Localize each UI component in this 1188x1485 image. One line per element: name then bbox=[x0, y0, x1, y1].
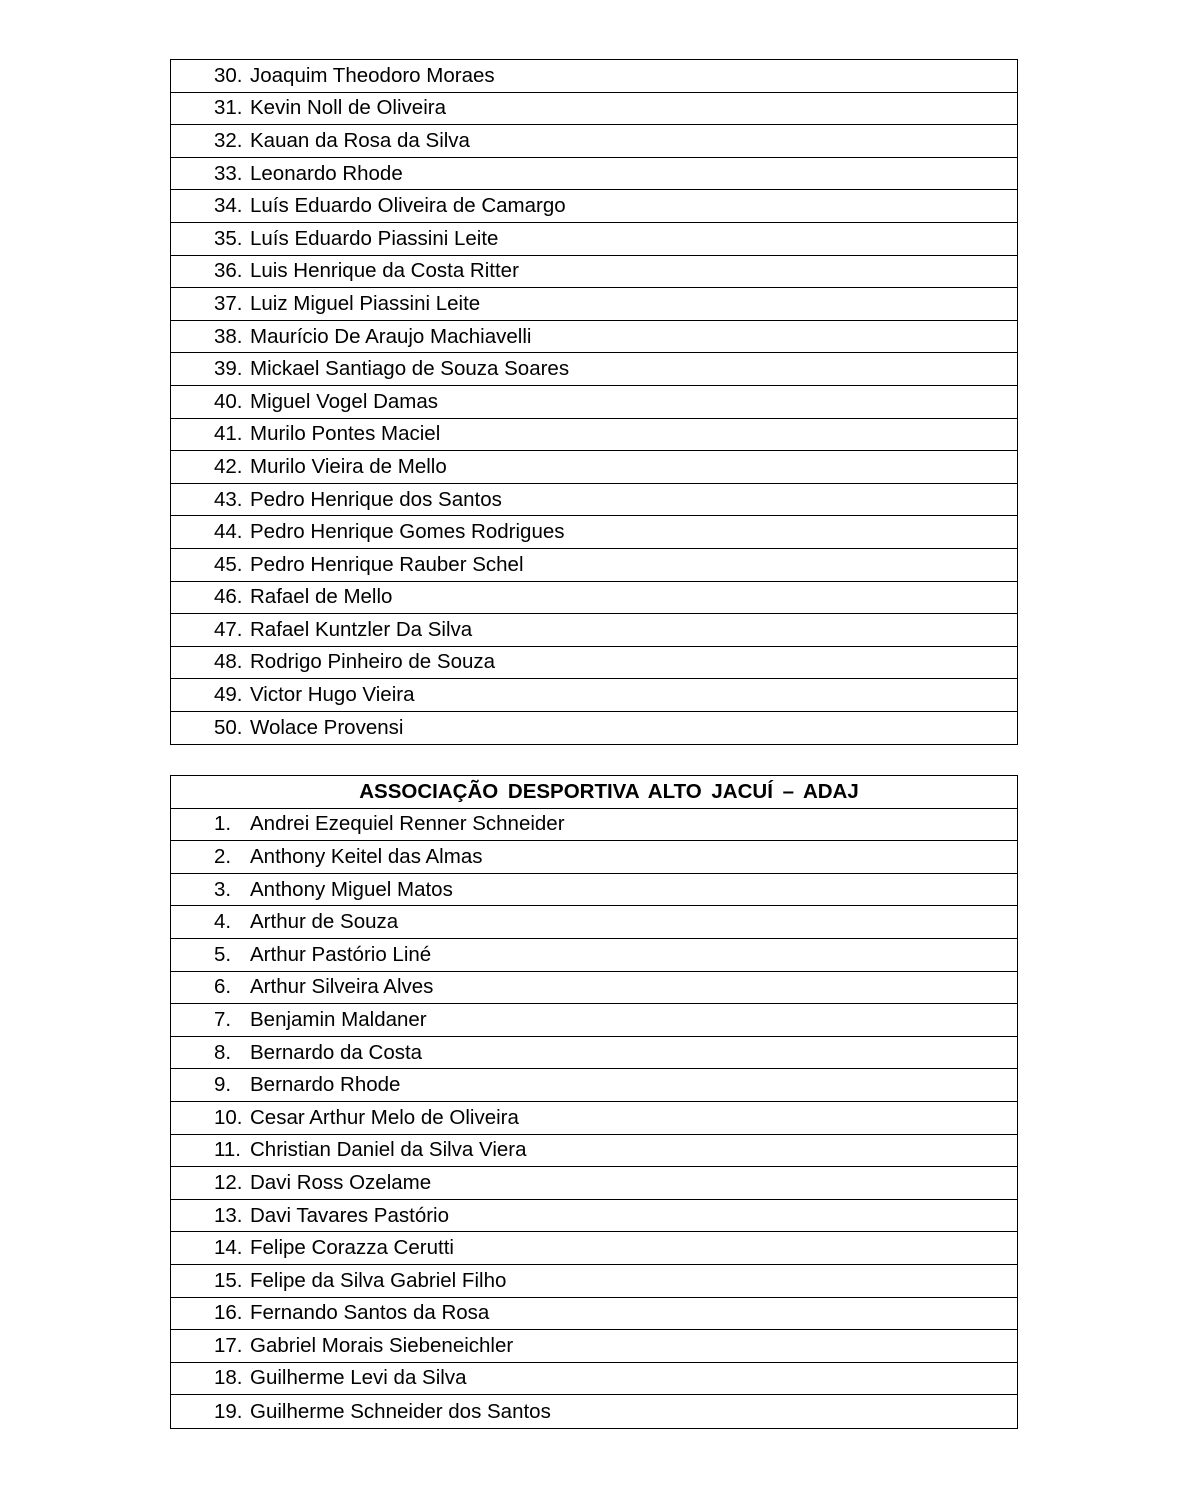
table-row bbox=[171, 1200, 1017, 1233]
athlete-name: Maurício De Araujo Machiavelli bbox=[250, 324, 532, 348]
athlete-name: Cesar Arthur Melo de Oliveira bbox=[250, 1105, 519, 1129]
athlete-name: Anthony Miguel Matos bbox=[250, 877, 453, 901]
athlete-name: Rafael Kuntzler Da Silva bbox=[250, 617, 473, 641]
table-title: ASSOCIAÇÃO DESPORTIVA ALTO JACUÍ – ADAJ bbox=[359, 779, 859, 803]
row-number: 1. bbox=[214, 812, 232, 836]
table-row bbox=[171, 809, 1017, 842]
athlete-name: Gabriel Morais Siebeneichler bbox=[250, 1333, 514, 1357]
athlete-name: Christian Daniel da Silva Viera bbox=[250, 1138, 527, 1162]
athlete-name: Rafael de Mello bbox=[250, 585, 393, 609]
row-number: 6. bbox=[214, 975, 232, 999]
athlete-name: Bernardo da Costa bbox=[250, 1040, 423, 1064]
row-number: 14. bbox=[214, 1236, 243, 1260]
row-number: 35. bbox=[214, 226, 243, 250]
row-number: 40. bbox=[214, 389, 243, 413]
athlete-name: Luís Eduardo Oliveira de Camargo bbox=[250, 194, 566, 218]
table-row bbox=[171, 1298, 1017, 1331]
table-row bbox=[171, 190, 1017, 223]
row-number: 31. bbox=[214, 96, 243, 120]
table-row bbox=[171, 1363, 1017, 1396]
table-row bbox=[171, 386, 1017, 419]
row-number: 36. bbox=[214, 259, 243, 283]
row-number: 2. bbox=[214, 844, 232, 868]
athlete-name: Murilo Vieira de Mello bbox=[250, 454, 447, 478]
row-number: 5. bbox=[214, 942, 232, 966]
row-number: 41. bbox=[214, 422, 243, 446]
row-number: 47. bbox=[214, 617, 243, 641]
athlete-name: Arthur Pastório Liné bbox=[250, 942, 432, 966]
athlete-name: Wolace Provensi bbox=[250, 716, 404, 740]
table-row bbox=[171, 1395, 1017, 1428]
table-row bbox=[171, 647, 1017, 680]
table-row bbox=[171, 1265, 1017, 1298]
table-row bbox=[171, 321, 1017, 354]
table-row bbox=[171, 1004, 1017, 1037]
table-row bbox=[171, 1135, 1017, 1168]
table-row bbox=[171, 1330, 1017, 1363]
athlete-name: Anthony Keitel das Almas bbox=[250, 844, 483, 868]
athlete-name: Kevin Noll de Oliveira bbox=[250, 96, 446, 120]
athlete-name: Felipe da Silva Gabriel Filho bbox=[250, 1268, 507, 1292]
row-number: 16. bbox=[214, 1301, 243, 1325]
row-number: 7. bbox=[214, 1007, 232, 1031]
row-number: 32. bbox=[214, 128, 243, 152]
table-row bbox=[171, 972, 1017, 1005]
table-row bbox=[171, 223, 1017, 256]
athlete-name: Pedro Henrique Gomes Rodrigues bbox=[250, 520, 565, 544]
row-number: 10. bbox=[214, 1105, 243, 1129]
athlete-name: Davi Tavares Pastório bbox=[250, 1203, 450, 1227]
row-number: 44. bbox=[214, 520, 243, 544]
row-number: 33. bbox=[214, 161, 243, 185]
row-number: 8. bbox=[214, 1040, 232, 1064]
athlete-name: Luiz Miguel Piassini Leite bbox=[250, 291, 481, 315]
athlete-name: Luís Eduardo Piassini Leite bbox=[250, 226, 499, 250]
table-row bbox=[171, 679, 1017, 712]
athlete-name: Guilherme Schneider dos Santos bbox=[250, 1399, 551, 1423]
table-row bbox=[171, 125, 1017, 158]
athlete-name: Felipe Corazza Cerutti bbox=[250, 1236, 454, 1260]
table-row bbox=[171, 419, 1017, 452]
row-number: 18. bbox=[214, 1366, 243, 1390]
row-number: 49. bbox=[214, 683, 243, 707]
row-number: 15. bbox=[214, 1268, 243, 1292]
row-number: 9. bbox=[214, 1073, 232, 1097]
table-row bbox=[171, 549, 1017, 582]
athlete-name: Mickael Santiago de Souza Soares bbox=[250, 357, 570, 381]
table-row bbox=[171, 582, 1017, 615]
table-row bbox=[171, 712, 1017, 745]
row-number: 38. bbox=[214, 324, 243, 348]
athlete-name: Joaquim Theodoro Moraes bbox=[250, 63, 495, 87]
athlete-list-table-continued bbox=[170, 59, 1018, 745]
row-number: 50. bbox=[214, 716, 243, 740]
table-row bbox=[171, 256, 1017, 289]
row-number: 30. bbox=[214, 63, 243, 87]
row-number: 45. bbox=[214, 552, 243, 576]
athlete-name: Miguel Vogel Damas bbox=[250, 389, 439, 413]
table-row bbox=[171, 93, 1017, 126]
row-number: 4. bbox=[214, 910, 232, 934]
athlete-name: Pedro Henrique dos Santos bbox=[250, 487, 502, 511]
table-row bbox=[171, 158, 1017, 191]
athlete-name: Guilherme Levi da Silva bbox=[250, 1366, 467, 1390]
row-number: 46. bbox=[214, 585, 243, 609]
table-row bbox=[171, 1102, 1017, 1135]
athlete-name: Rodrigo Pinheiro de Souza bbox=[250, 650, 496, 674]
athlete-name: Arthur de Souza bbox=[250, 910, 399, 934]
table-row bbox=[171, 60, 1017, 93]
table-row bbox=[171, 1167, 1017, 1200]
table-row bbox=[171, 939, 1017, 972]
table-title-row bbox=[171, 776, 1017, 809]
athlete-name: Davi Ross Ozelame bbox=[250, 1170, 432, 1194]
athlete-name: Leonardo Rhode bbox=[250, 161, 403, 185]
row-number: 43. bbox=[214, 487, 243, 511]
table-row bbox=[171, 906, 1017, 939]
athlete-name: Fernando Santos da Rosa bbox=[250, 1301, 490, 1325]
table-row bbox=[171, 1037, 1017, 1070]
table-row bbox=[171, 874, 1017, 907]
athlete-name: Benjamin Maldaner bbox=[250, 1007, 427, 1031]
athlete-name: Arthur Silveira Alves bbox=[250, 975, 434, 999]
table-row bbox=[171, 353, 1017, 386]
athlete-name: Luis Henrique da Costa Ritter bbox=[250, 259, 519, 283]
table-row bbox=[171, 1069, 1017, 1102]
row-number: 39. bbox=[214, 357, 243, 381]
row-number: 42. bbox=[214, 454, 243, 478]
table-row bbox=[171, 841, 1017, 874]
adaj-athlete-list-table bbox=[170, 775, 1018, 1429]
athlete-name: Murilo Pontes Maciel bbox=[250, 422, 441, 446]
row-number: 13. bbox=[214, 1203, 243, 1227]
row-number: 12. bbox=[214, 1170, 243, 1194]
table-row bbox=[171, 451, 1017, 484]
table-row bbox=[171, 1232, 1017, 1265]
row-number: 19. bbox=[214, 1399, 243, 1423]
athlete-name: Andrei Ezequiel Renner Schneider bbox=[250, 812, 565, 836]
athlete-name: Kauan da Rosa da Silva bbox=[250, 128, 470, 152]
table-row bbox=[171, 614, 1017, 647]
row-number: 17. bbox=[214, 1333, 243, 1357]
athlete-name: Bernardo Rhode bbox=[250, 1073, 401, 1097]
table-row bbox=[171, 484, 1017, 517]
athlete-name: Pedro Henrique Rauber Schel bbox=[250, 552, 524, 576]
row-number: 34. bbox=[214, 194, 243, 218]
row-number: 3. bbox=[214, 877, 232, 901]
row-number: 37. bbox=[214, 291, 243, 315]
table-row bbox=[171, 288, 1017, 321]
athlete-name: Victor Hugo Vieira bbox=[250, 683, 415, 707]
row-number: 11. bbox=[214, 1138, 241, 1162]
row-number: 48. bbox=[214, 650, 243, 674]
table-row bbox=[171, 516, 1017, 549]
